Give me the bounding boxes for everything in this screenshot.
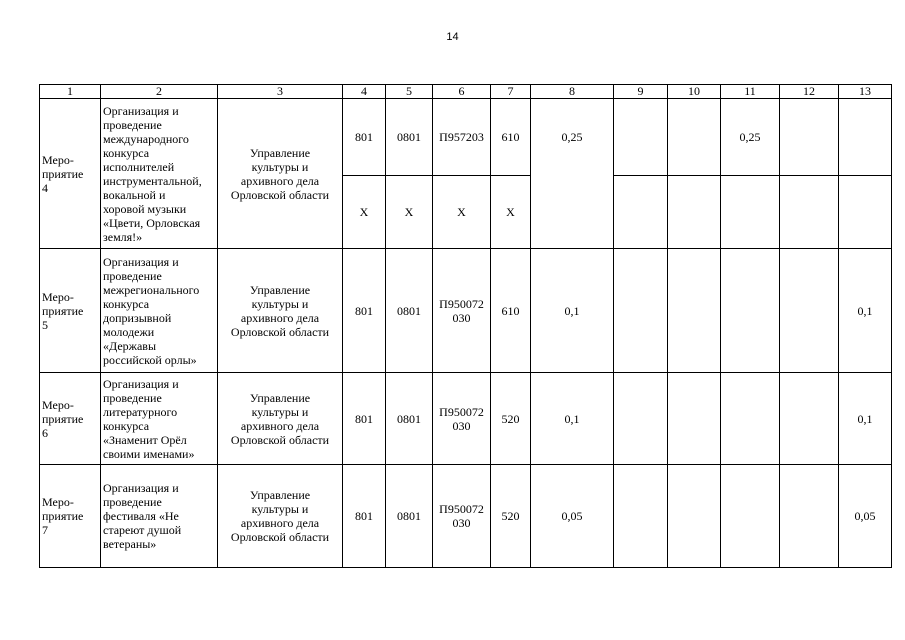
cell-c13: 0,1 xyxy=(839,249,892,373)
cell-c9 xyxy=(614,249,668,373)
cell-c11: 0,25 xyxy=(721,99,780,176)
cell-c11-empty xyxy=(721,176,780,249)
col-header-10: 10 xyxy=(668,85,721,99)
cell-c4: 801 xyxy=(343,373,386,465)
cell-c9 xyxy=(614,465,668,568)
cell-c12 xyxy=(780,99,839,176)
column-number-row xyxy=(40,85,892,99)
cell-c11 xyxy=(721,465,780,568)
cell-c12 xyxy=(780,373,839,465)
cell-c6: П950072 030 xyxy=(433,465,491,568)
cell-c8: 0,25 xyxy=(531,99,614,249)
col-header-1: 1 xyxy=(40,85,101,99)
cell-c9 xyxy=(614,373,668,465)
cell-c10 xyxy=(668,249,721,373)
cell-c6: П950072 030 xyxy=(433,373,491,465)
cell-c9-empty xyxy=(614,176,668,249)
col-header-7: 7 xyxy=(491,85,531,99)
cell-c12 xyxy=(780,249,839,373)
col-header-12: 12 xyxy=(780,85,839,99)
cell-c7-x: X xyxy=(491,176,531,249)
cell-c11 xyxy=(721,249,780,373)
col-header-4: 4 xyxy=(343,85,386,99)
cell-c8: 0,05 xyxy=(531,465,614,568)
cell-c8: 0,1 xyxy=(531,249,614,373)
col-header-8: 8 xyxy=(531,85,614,99)
table-row xyxy=(40,465,892,568)
col-header-11: 11 xyxy=(721,85,780,99)
table-row xyxy=(40,373,892,465)
table-row xyxy=(40,249,892,373)
col-header-2: 2 xyxy=(101,85,218,99)
event-title: Организация и проведение международного конкурса исполнителей инструментальной, вокальной и хоровой музыки «Цвети, Орловская земля!» xyxy=(101,99,218,249)
page-number: 14 xyxy=(446,31,459,43)
cell-c13-empty xyxy=(839,176,892,249)
responsible-org: Управление культуры и архивного дела Орловской области xyxy=(218,373,343,465)
responsible-org: Управление культуры и архивного дела Орловской области xyxy=(218,465,343,568)
responsible-org: Управление культуры и архивного дела Орловской области xyxy=(218,249,343,373)
budget-table xyxy=(39,84,892,568)
cell-c10 xyxy=(668,373,721,465)
event-label: Меро- приятие 5 xyxy=(40,249,101,373)
event-label: Меро- приятие 4 xyxy=(40,99,101,249)
cell-c5: 0801 xyxy=(386,373,433,465)
cell-c4: 801 xyxy=(343,249,386,373)
event-title: Организация и проведение литературного конкурса «Знаменит Орёл своими именами» xyxy=(101,373,218,465)
cell-c4: 801 xyxy=(343,465,386,568)
cell-c11 xyxy=(721,373,780,465)
cell-c13 xyxy=(839,99,892,176)
cell-c5: 0801 xyxy=(386,99,433,176)
cell-c10-empty xyxy=(668,176,721,249)
event-label: Меро- приятие 7 xyxy=(40,465,101,568)
cell-c13: 0,1 xyxy=(839,373,892,465)
cell-c4-x: X xyxy=(343,176,386,249)
cell-c8: 0,1 xyxy=(531,373,614,465)
cell-c6-x: X xyxy=(433,176,491,249)
cell-c7: 610 xyxy=(491,249,531,373)
col-header-9: 9 xyxy=(614,85,668,99)
col-header-3: 3 xyxy=(218,85,343,99)
cell-c4: 801 xyxy=(343,99,386,176)
cell-c12 xyxy=(780,465,839,568)
col-header-13: 13 xyxy=(839,85,892,99)
cell-c13: 0,05 xyxy=(839,465,892,568)
cell-c5-x: X xyxy=(386,176,433,249)
cell-c12-empty xyxy=(780,176,839,249)
cell-c6: П957203 xyxy=(433,99,491,176)
event-label: Меро- приятие 6 xyxy=(40,373,101,465)
cell-c7: 520 xyxy=(491,465,531,568)
event-title: Организация и проведение межрегионального конкурса допризывной молодежи «Державы российской орлы» xyxy=(101,249,218,373)
cell-c7: 520 xyxy=(491,373,531,465)
responsible-org: Управление культуры и архивного дела Орловской области xyxy=(218,99,343,249)
cell-c10 xyxy=(668,465,721,568)
cell-c6: П950072 030 xyxy=(433,249,491,373)
col-header-5: 5 xyxy=(386,85,433,99)
table-row xyxy=(40,99,892,176)
cell-c7: 610 xyxy=(491,99,531,176)
col-header-6: 6 xyxy=(433,85,491,99)
cell-c9 xyxy=(614,99,668,176)
event-title: Организация и проведение фестиваля «Не стареют душой ветераны» xyxy=(101,465,218,568)
cell-c10 xyxy=(668,99,721,176)
cell-c5: 0801 xyxy=(386,465,433,568)
cell-c5: 0801 xyxy=(386,249,433,373)
